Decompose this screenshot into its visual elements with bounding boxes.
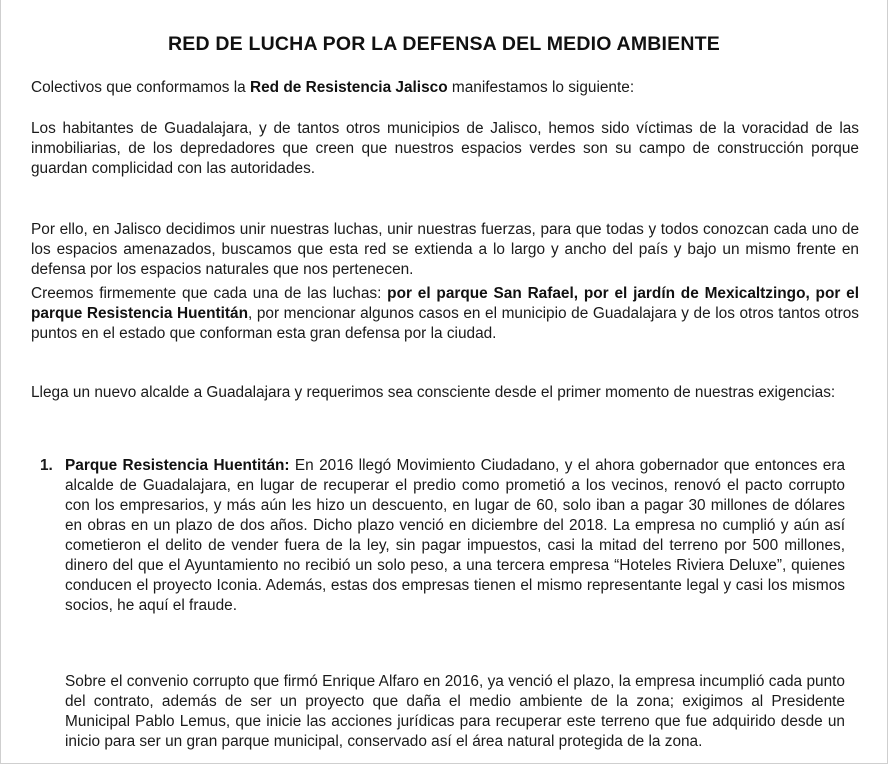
struggles-suffix: , por mencionar algunos casos en el municipio de Guadalajara y de los otros tantos otros puntos en el estado que conforman esta gran defensa por la ciudad. [31,305,859,342]
paragraph-unite: Por ello, en Jalisco decidimos unir nuestras luchas, unir nuestras fuerzas, para que todas y todos conozcan cada uno de los espacios amenazados, buscamos que esta red se extienda a lo largo y ancho del país y bajo un mismo frente en defensa por los espacios naturales que nos pertenecen. [31,221,859,278]
intro-paragraph [31,78,859,98]
paragraph-struggles [31,284,859,344]
demand-followup-paragraph: Sobre el convenio corrupto que firmó Enrique Alfaro en 2016, ya venció el plazo, la empresa incumplió cada punto del contrato, además de ser un proyecto que daña el medio ambiente de la zona; exigimos al Presidente Municipal Pablo Lemus, que inicie las acciones jurídicas para recuperar este terreno que fue adquirido desde un inicio para ser un gran parque municipal, conservado así el área natural protegida de la zona. [65,673,845,751]
struggles-prefix: Creemos firmemente que cada una de las luchas: [31,285,388,302]
paragraph-new-mayor: Llega un nuevo alcalde a Guadalajara y requerimos sea consciente desde el primer momento de nuestras exigencias: [31,384,836,401]
demand-text: En 2016 llegó Movimiento Ciudadano, y el ahora gobernador que entonces era alcalde de Guadalajara, en lugar de recuperar el predio como prometió a los vecinos, renovó el pacto corrupto con los empresarios, y más aún les hizo un descuento, en lugar de 60, solo iban a pagar 30 millones de dólares en obras en un plazo de dos años. Dicho plazo venció en diciembre del 2018. La empresa no cumplió y aún así cometieron el delito de vender fuera de la ley, sin pagar impuestos, casi la mitad del terreno por 500 millones, dinero del que el Ayuntamiento no recibió un solo peso, a una tercera empresa “Hoteles Riviera Deluxe”, quienes conducen el proyecto Iconia. Además, estas dos empresas tienen el mismo representante legal y casi los mismos socios, he aquí el fraude. [65,457,845,614]
demand-heading: Parque Resistencia Huentitán: [65,457,290,474]
demand-body [65,456,845,616]
intro-suffix: manifestamos lo siguiente: [447,79,635,96]
demand-list-item [31,456,845,616]
demand-number: 1. [40,457,53,474]
document-title: RED DE LUCHA POR LA DEFENSA DEL MEDIO AMBIENTE [168,33,720,55]
intro-prefix: Colectivos que conformamos la [31,79,250,96]
intro-bold: Red de Resistencia Jalisco [250,79,448,96]
paragraph-victims: Los habitantes de Guadalajara, y de tantos otros municipios de Jalisco, hemos sido víctimas de la voracidad de las inmobiliarias, de los depredadores que creen que nuestros espacios verdes son su campo de construcción porque guardan complicidad con las autoridades. [31,120,859,177]
struggles-bold: por el parque San Rafael, por el jardín de Mexicaltzingo, por el parque Resistencia Huentitán [31,285,859,322]
